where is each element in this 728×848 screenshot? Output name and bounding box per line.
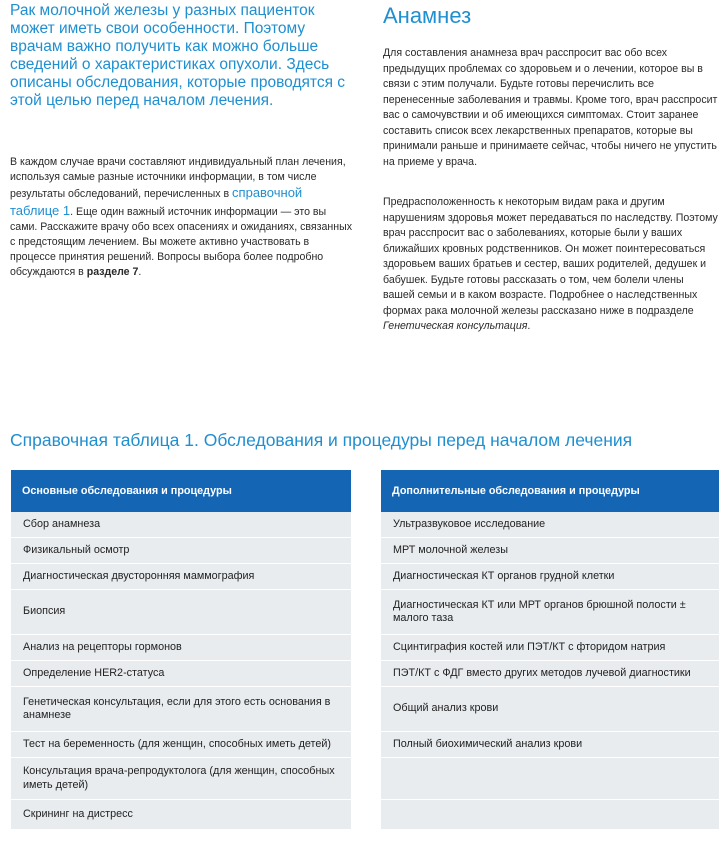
table-cell-text: Физикальный осмотр [23, 543, 130, 556]
table-row [11, 635, 351, 661]
table-row [11, 732, 351, 758]
table-row [381, 687, 719, 732]
table-cell-text: Скрининг на дистресс [23, 807, 133, 820]
intro-body-end: . [138, 266, 142, 279]
anamnesis-paragraph-1: Для составления анамнеза врач расспросит вас обо всех предыдущих проблемах со здоровьем и о лечении, которое вы в связи с этим получали. Будьте готовы перечислить все перенесенные заболевания и травмы. Кроме того, врач расспросит вас о самочувствии и об имеющихся симптомах. Стоит заранее составить список всех лекарственных препаратов, которые вы принимали раньше и принимаете сейчас, чтобы ничего не упустить на приеме у врача. [383, 47, 718, 168]
table-row [381, 512, 719, 538]
table-row [381, 800, 719, 830]
intro-body-text-2: . Еще один важный источник информации — это вы сами. Расскажите врачу обо всех опасениях и ожиданиях, связанных с предстоящим лечением. Вы можете активно участвовать в процессе принятия решений. Вопросы выбора более подробно обсуждаются в [10, 205, 352, 279]
table-row [11, 564, 351, 590]
anamnesis-heading: Анамнез [383, 3, 472, 28]
table-cell-text: Сбор анамнеза [23, 517, 101, 530]
additional-procedures-header: Дополнительные обследования и процедуры [381, 470, 719, 512]
primary-procedures-header: Основные обследования и процедуры [11, 470, 351, 512]
table-row [381, 590, 719, 635]
additional-procedures-list [381, 512, 719, 830]
additional-procedures-column [381, 470, 719, 830]
primary-procedures-column [11, 470, 351, 830]
table-row [381, 538, 719, 564]
reference-table-link[interactable]: справочной таблице 1 [10, 185, 303, 218]
primary-procedures-list [11, 512, 351, 830]
table-row [11, 758, 351, 800]
table-row [381, 635, 719, 661]
table-row [381, 732, 719, 758]
table-cell-text: Диагностическая КТ органов грудной клетки [393, 569, 615, 582]
table-cell-text: Анализ на рецепторы гормонов [23, 640, 182, 653]
anamnesis-paragraph-2-end: . [527, 320, 531, 332]
table-cell-text: Сцинтиграфия костей или ПЭТ/КТ с фторидом натрия [393, 640, 666, 653]
intro-lead: Рак молочной железы у разных пациенток может иметь свои особенности. Поэтому врачам важно получить как можно больше сведений о характеристиках опухоли. Здесь описаны обследования, которые проводятся с этой целью перед началом лечения. [10, 2, 346, 109]
genetic-consult-ref: Генетическая консультация [383, 320, 528, 332]
table-row [11, 590, 351, 635]
table-cell-text: Определение HER2-статуса [23, 666, 165, 679]
table-cell-text: МРТ молочной железы [393, 543, 508, 556]
table-row [11, 512, 351, 538]
table-cell-text: Диагностическая двусторонняя маммография [23, 569, 255, 582]
intro-body [10, 155, 355, 281]
anamnesis-paragraph-2-text: Предрасположенность к некоторым видам рака и другим нарушениям здоровья может передаваться по наследству. Поэтому врач расспросит вас о заболеваниях, которые были у ваших ближайших кровных родственников. Он может поинтересоваться здоровьем ваших братьев и сестер, ваших родителей, дедушек и бабушек. Будьте готовы рассказать о том, чем болели члены вашей семьи и в каком возрасте. Подробнее о наследственных формах рака молочной железы рассказано ниже в подразделе [383, 196, 718, 317]
intro-body-text: В каждом случае врачи составляют индивидуальный план лечения, используя самые разные источники информации, в том числе результаты обследований, перечисленных в [10, 156, 346, 201]
table-cell-text: Диагностическая КТ или МРТ органов брюшной полости ± малого таза [393, 598, 686, 624]
table-title: Справочная таблица 1. Обследования и процедуры перед началом лечения [10, 430, 633, 450]
table-cell-text: Биопсия [23, 605, 66, 618]
table-row [11, 800, 351, 830]
anamnesis-paragraph-2 [383, 195, 718, 335]
table-row [381, 758, 719, 800]
table-cell-text: Ультразвуковое исследование [393, 517, 546, 530]
table-row [381, 564, 719, 590]
section-7-ref: разделе 7 [86, 266, 139, 279]
table-cell-text: Общий анализ крови [393, 702, 499, 715]
table-row [11, 687, 351, 732]
table-cell-text: Полный биохимический анализ крови [393, 737, 583, 750]
table-cell-text: Консультация врача-репродуктолога (для женщин, способных иметь детей) [23, 765, 335, 791]
table-cell-text: Генетическая консультация, если для этого есть основания в анамнезе [23, 695, 331, 721]
table-row [11, 538, 351, 564]
table-row [11, 661, 351, 687]
table-row [381, 661, 719, 687]
table-cell-text: ПЭТ/КТ с ФДГ вместо других методов лучевой диагностики [393, 666, 691, 679]
table-cell-text: Тест на беременность (для женщин, способных иметь детей) [23, 737, 331, 750]
